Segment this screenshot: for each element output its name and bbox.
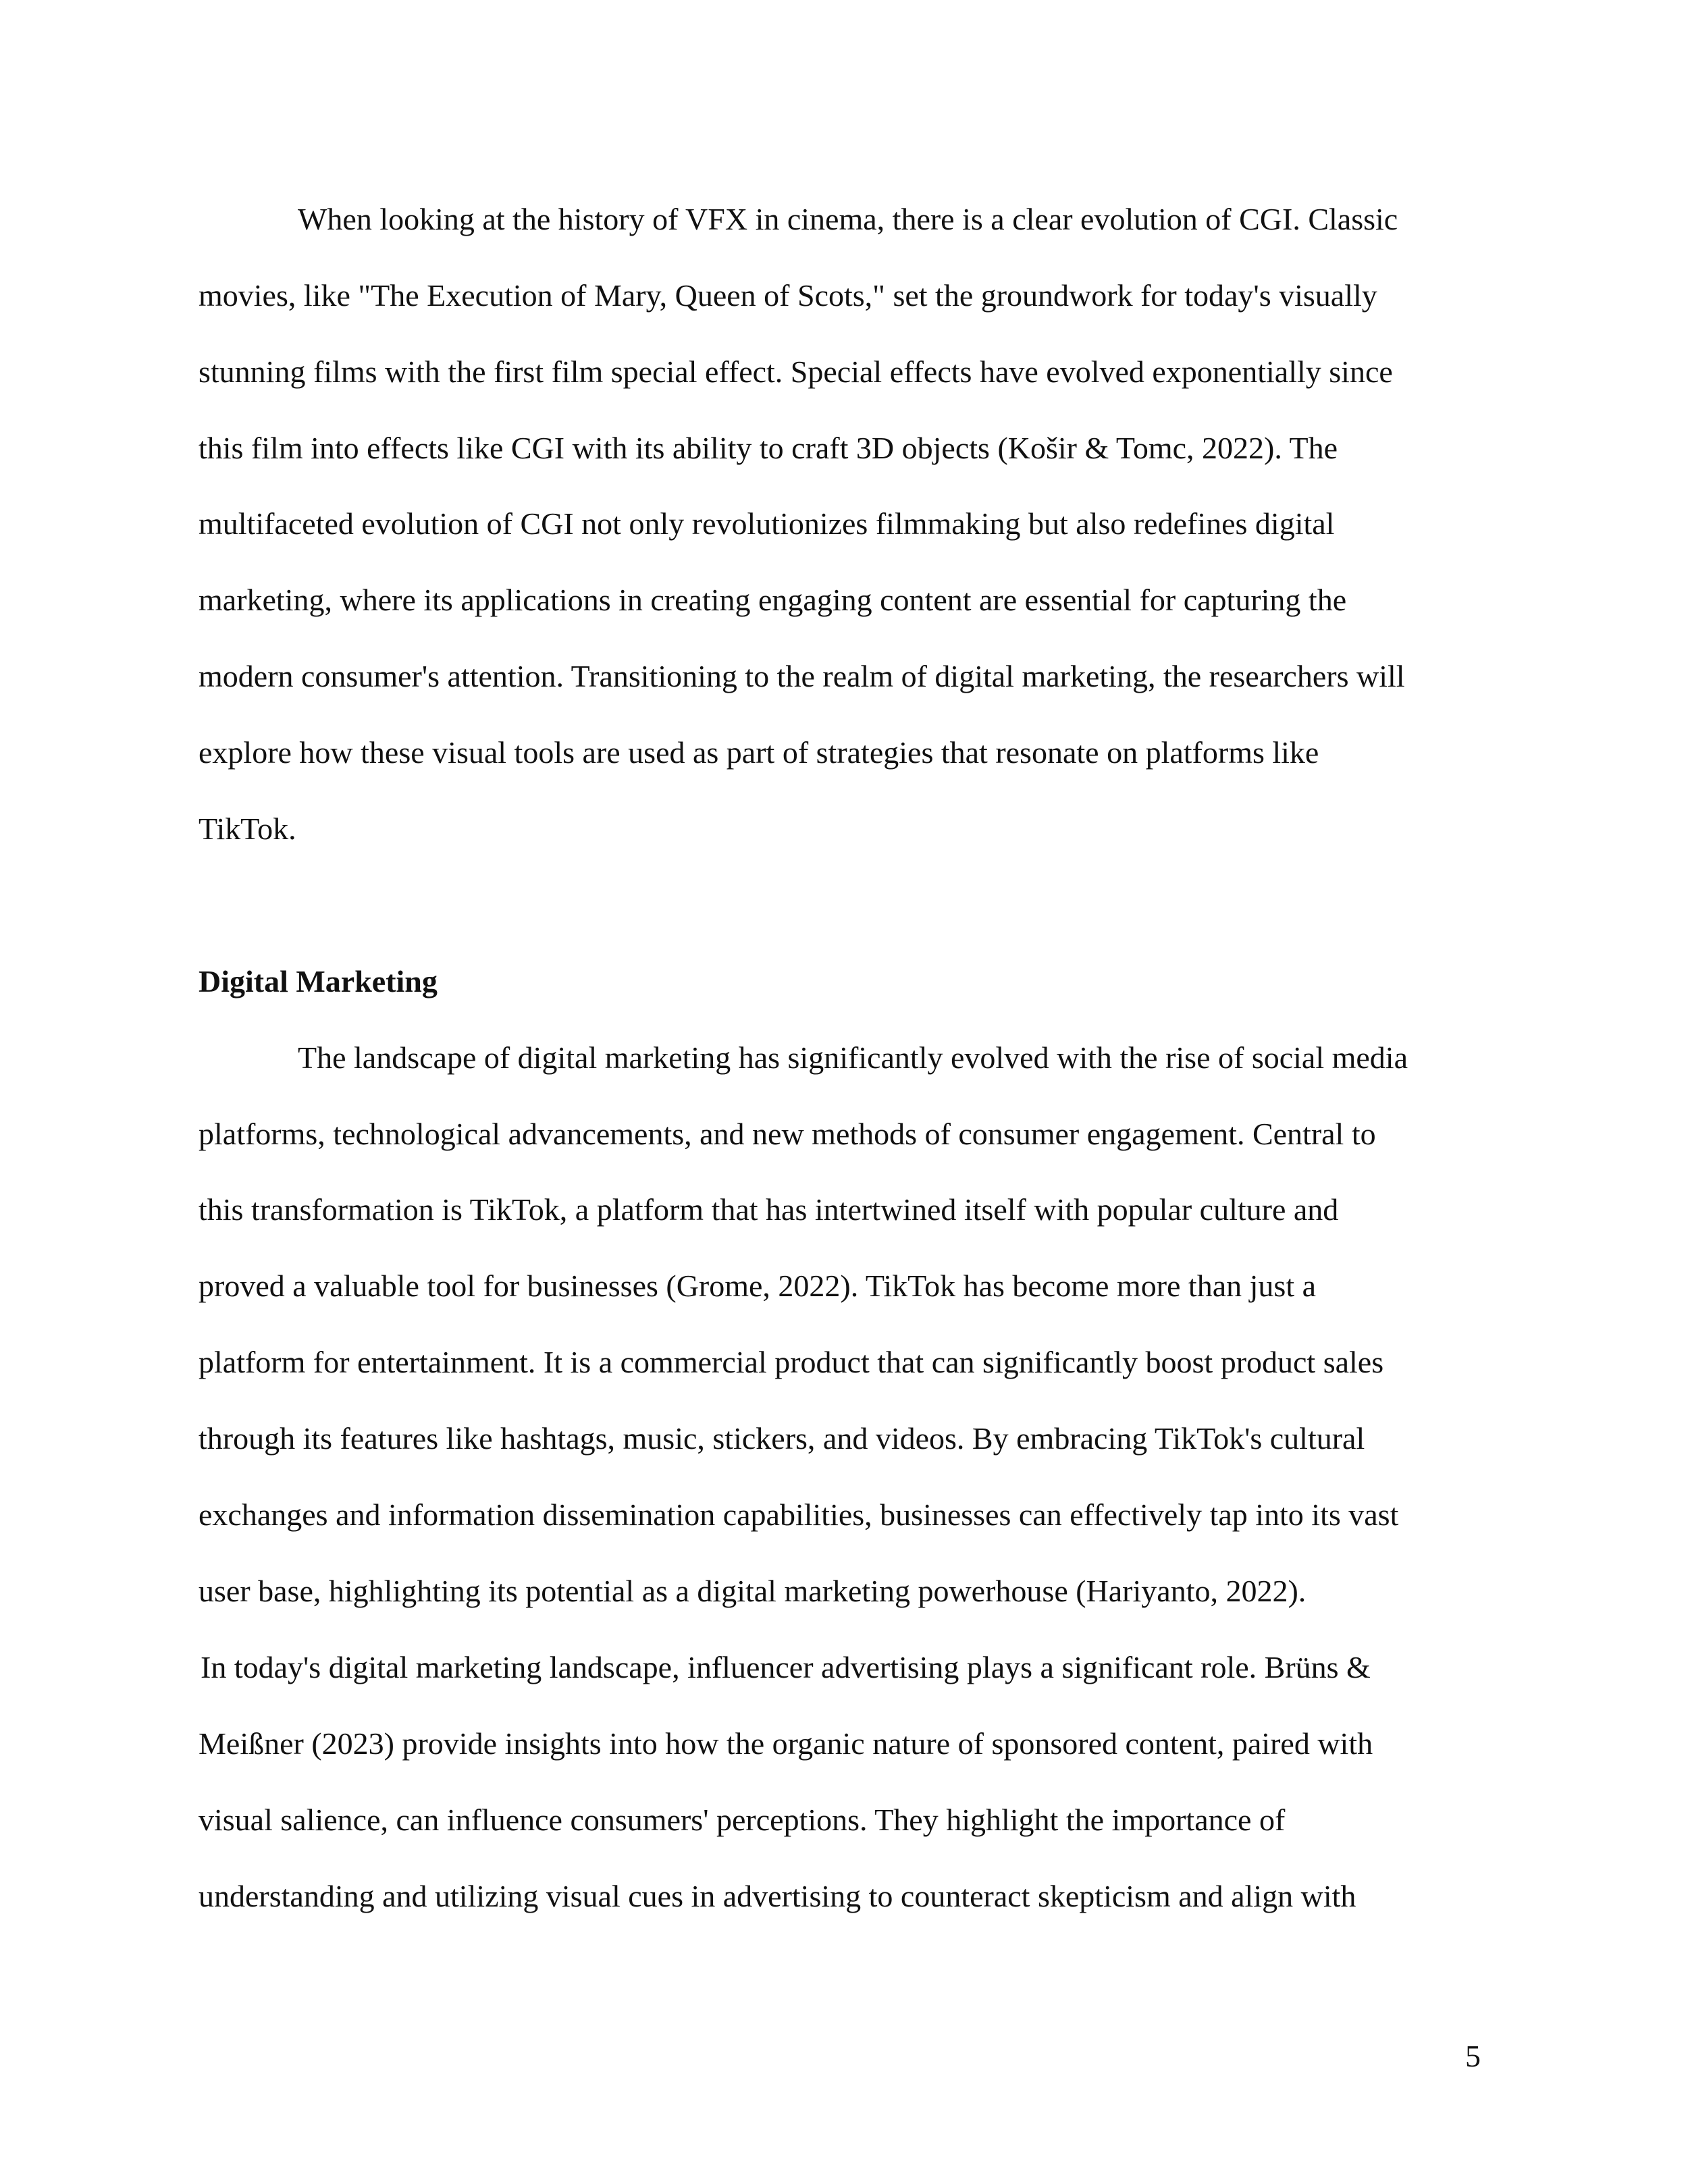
paragraph-2-line-5: platform for entertainment. It is a commercial product that can significantly boost product sales	[199, 1345, 1384, 1379]
paragraph-3-line-4: understanding and utilizing visual cues in advertising to counteract skepticism and align with	[199, 1879, 1356, 1913]
paragraph-1-line-3: stunning films with the first film special effect. Special effects have evolved exponentially since	[199, 354, 1393, 389]
paragraph-3-line-2: Meißner (2023) provide insights into how the organic nature of sponsored content, paired with	[199, 1726, 1373, 1761]
paragraph-2-line-1: The landscape of digital marketing has significantly evolved with the rise of social media	[298, 1040, 1408, 1075]
paragraph-1-line-6: marketing, where its applications in creating engaging content are essential for capturing the	[199, 583, 1347, 617]
paragraph-1-line-2: movies, like "The Execution of Mary, Queen of Scots," set the groundwork for today's visually	[199, 278, 1377, 313]
paragraph-3-line-1: In today's digital marketing landscape, influencer advertising plays a significant role. Brüns &	[201, 1650, 1371, 1684]
paragraph-2-line-2: platforms, technological advancements, and new methods of consumer engagement. Central to	[199, 1117, 1376, 1151]
paragraph-1-line-7: modern consumer's attention. Transitioning to the realm of digital marketing, the researchers will	[199, 659, 1405, 693]
paragraph-1-line-8: explore how these visual tools are used as part of strategies that resonate on platforms like	[199, 735, 1319, 770]
paragraph-1-line-1: When looking at the history of VFX in cinema, there is a clear evolution of CGI. Classic	[298, 202, 1398, 236]
page-number: 5	[1465, 2039, 1481, 2073]
paragraph-1-line-5: multifaceted evolution of CGI not only revolutionizes filmmaking but also redefines digital	[199, 506, 1335, 541]
paragraph-2-line-6: through its features like hashtags, music, stickers, and videos. By embracing TikTok's cultural	[199, 1421, 1365, 1456]
paragraph-2-line-7: exchanges and information dissemination capabilities, businesses can effectively tap into its vast	[199, 1497, 1399, 1532]
paragraph-1-line-9: TikTok.	[199, 811, 296, 846]
paragraph-2-line-4: proved a valuable tool for businesses (Grome, 2022). TikTok has become more than just a	[199, 1269, 1317, 1303]
paragraph-2-line-8: user base, highlighting its potential as a digital marketing powerhouse (Hariyanto, 2022).	[199, 1574, 1307, 1608]
paragraph-3-line-3: visual salience, can influence consumers' perceptions. They highlight the importance of	[199, 1803, 1286, 1837]
section-heading: Digital Marketing	[199, 964, 438, 998]
paragraph-1-line-4: this film into effects like CGI with its ability to craft 3D objects (Košir & Tomc, 2022). The	[199, 431, 1338, 465]
paragraph-2-line-3: this transformation is TikTok, a platform that has intertwined itself with popular culture and	[199, 1192, 1339, 1227]
